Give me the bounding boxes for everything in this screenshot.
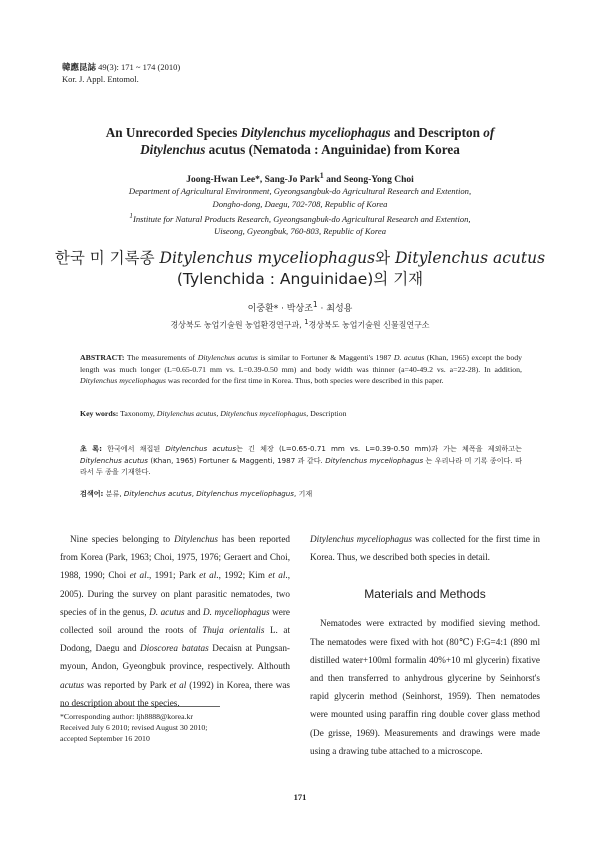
title-en-part2: and Descripton xyxy=(390,125,484,140)
body-species: Ditylenchus xyxy=(174,534,218,544)
journal-name-en: Kor. J. Appl. Entomol. xyxy=(62,74,139,84)
body-text: Nine species belonging to xyxy=(70,534,175,544)
title-ko xyxy=(20,248,580,290)
body-text: were collected soil around the roots of xyxy=(60,606,290,636)
body-text: Decaisn at Pungsan-myoun, Andon, Gyeongbuk province, respectively. Althouth xyxy=(60,643,290,672)
affiliation-line-3-wrap xyxy=(30,210,570,225)
keywords-ko-label: 검색어: xyxy=(80,489,104,498)
affiliations-en xyxy=(30,185,570,238)
methods-paragraph: Nematodes were extracted by modified sieving method. The nematodes were fixed with hot (80℃) F:G=4:1 (890 ml distilled water+100ml formalin 40%+10 ml glycerin) fixative and then transferred to anhydrous glycerine by Seinhorst's rapid glycerin method (Seinhorst, 1959). Then nematodes were mounted using paraffin ring double cover glass method (De grisse, 1969). Measurements and drawings were made using a drawing tube attached to a microscope. xyxy=(310,618,540,756)
abstract-ko-label: 초 록: xyxy=(80,444,102,453)
abstract-text: (Khan, 1965) except the body length was much longer (L=0.65-0.71 mm vs. L=0.39-0.50 mm) and body width was thinner (a=40-49.2 vs. a=22-28). In addition, xyxy=(80,353,523,374)
authors-ko-sup: 1 xyxy=(312,300,318,309)
received-date: Received July 6 2010; revised August 30 2010; xyxy=(60,723,208,732)
body-text: L. at Dodong, Daegu and xyxy=(60,625,290,654)
keywords-species: Ditylenchus myceliophagus xyxy=(220,409,307,418)
keywords-text: , Description xyxy=(306,409,347,418)
journal-name-ko: 韓應昆誌 xyxy=(62,63,97,73)
title-en-part1: An Unrecorded Species xyxy=(105,125,241,140)
affiliations-ko-part1: 경상북도 농업기술원 농업환경연구과, xyxy=(170,320,305,330)
journal-header xyxy=(62,62,180,85)
body-etal: et al xyxy=(169,679,187,690)
keywords-ko-text: , 기재 xyxy=(294,489,313,498)
abstract-ko-species: Ditylenchus myceliophagus xyxy=(325,455,424,465)
keywords-ko-text: 분류, xyxy=(103,489,124,498)
abstract-text: The measurements of xyxy=(124,353,198,362)
title-en-species1: Ditylenchus myceliophagus xyxy=(240,125,391,140)
abstract-ko-text: 는 우리나라 미 기록 종이다. 따라서 두 종을 기재한다. xyxy=(80,455,522,476)
affiliations-ko-sup: 1 xyxy=(304,318,309,326)
page-number: 171 xyxy=(293,792,307,802)
keywords-species: Ditylenchus acutus xyxy=(156,409,217,418)
abstract-ko-species: Ditylenchus acutus xyxy=(165,444,237,453)
body-species: D. myceliophagus xyxy=(202,606,270,617)
abstract-ko xyxy=(80,443,522,478)
author-2: Sang-Jo Park xyxy=(264,175,320,186)
title-en-of: of xyxy=(483,125,495,140)
body-species: Thuja orientalis xyxy=(202,625,265,636)
body-column-right xyxy=(310,530,540,760)
affiliation-sup: 1 xyxy=(129,212,133,220)
intro-paragraph xyxy=(60,530,290,712)
title-en-part3: acutus (Nematoda : Anguinidae) from Korea xyxy=(205,142,460,157)
keywords-ko xyxy=(80,488,522,499)
abstract xyxy=(80,352,522,387)
keywords-ko-species: Ditylenchus myceliophagus xyxy=(196,489,295,498)
author-3: and Seong-Yong Choi xyxy=(323,175,414,186)
abstract-species: Ditylenchus acutus xyxy=(197,353,258,362)
body-text: ., 2005). During the survey on plant parasitic nematodes, two species of in the genus, xyxy=(60,570,290,617)
title-ko-species2: Ditylenchus acutus xyxy=(395,249,546,267)
keywords-label: Key words: xyxy=(80,409,119,418)
title-en xyxy=(30,124,570,158)
abstract-text: was recorded for the first time in Korea. Thus, both species were described in this paper. xyxy=(165,376,444,385)
abstract-species: D. acutus xyxy=(393,353,425,362)
authors-ko-part1: 이중환* · 박상조 xyxy=(247,304,313,314)
authors-ko-part2: · 최성용 xyxy=(317,304,353,314)
keywords-text: , xyxy=(216,409,221,418)
affiliation-line-3: Institute for Natural Products Research, Gyeongsangbuk-do Agricultural Research and Extention, xyxy=(133,213,471,224)
keywords-ko-text: , xyxy=(191,489,197,498)
intro-continued xyxy=(310,530,540,566)
title-ko-species1: Ditylenchus myceliophagus xyxy=(159,249,376,267)
accepted-date: accepted September 16 2010 xyxy=(60,734,150,743)
body-text: ., 1992; Kim xyxy=(216,570,269,581)
abstract-ko-text: 는 긴 체장 (L=0.65-0.71 mm vs. L=0.39-0.50 mm)과 가는 체폭을 제외하고는 xyxy=(236,444,522,453)
authors-ko xyxy=(30,300,570,314)
abstract-ko-text: 한국에서 채집된 xyxy=(101,444,166,453)
title-en-species2: Ditylenchus xyxy=(140,142,206,157)
keywords-text: Taxonomy, xyxy=(118,409,157,418)
corresponding-author: *Corresponding author: ljh8888@korea.kr xyxy=(60,712,193,721)
affiliations-ko-part2: 경상북도 농업기술원 신물질연구소 xyxy=(308,320,430,330)
body-species: Ditylenchus myceliophagus xyxy=(310,534,412,544)
body-etal: et al xyxy=(268,570,286,581)
body-species: D. acutus xyxy=(149,606,185,617)
footnote xyxy=(60,711,290,744)
footnote-divider xyxy=(60,706,220,707)
affiliations-ko xyxy=(30,318,570,331)
abstract-label: ABSTRACT: xyxy=(80,353,125,362)
affiliation-line-4: Uiseong, Gyeongbuk, 760-803, Republic of Korea xyxy=(213,226,386,237)
body-text: (1992) in Korea, there was no description about the species. xyxy=(60,679,291,708)
body-text: ., 1991; Park xyxy=(146,570,200,581)
abstract-ko-species: Ditylenchus acutus xyxy=(80,455,148,465)
body-column-left xyxy=(60,530,290,712)
keywords xyxy=(80,408,522,419)
journal-citation xyxy=(62,62,180,74)
body-text: was reported by Park xyxy=(84,679,170,690)
abstract-ko-text: (Khan, 1965) Fortuner & Maggenti, 1987 과 같다. xyxy=(147,455,326,465)
journal-volume: 49(3): 171 ~ 174 (2010) xyxy=(98,62,181,72)
body-text: and xyxy=(184,606,203,617)
affiliation-line-2: Dongho-dong, Daegu, 702-708, Republic of Korea xyxy=(212,198,388,209)
author-1: Joong-Hwan Lee*, xyxy=(186,175,265,186)
affiliation-line-1: Department of Agricultural Environment, Gyeongsangbuk-do Agricultural Research and Extention, xyxy=(128,186,472,196)
title-ko-part2: 와 xyxy=(375,249,395,267)
body-text: was collected for the first time in Korea. Thus, we described both species in detail. xyxy=(310,534,540,563)
section-heading: Materials and Methods xyxy=(364,587,486,602)
abstract-text: is similar to Fortuner & Maggenti's 1987 xyxy=(257,353,394,362)
keywords-ko-species: Ditylenchus acutus xyxy=(123,489,192,498)
authors-en xyxy=(30,171,570,185)
body-etal: et al xyxy=(199,570,217,581)
body-species: Dioscorea batatas xyxy=(140,643,209,654)
title-ko-line2: (Tylenchida : Anguinidae)의 기재 xyxy=(176,270,424,288)
title-ko-part1: 한국 미 기록종 xyxy=(54,249,160,267)
body-species: acutus xyxy=(60,679,84,690)
body-etal: et al xyxy=(129,570,147,581)
abstract-species: Ditylenchus myceliophagus xyxy=(80,376,166,385)
author-2-sup: 1 xyxy=(319,171,324,180)
body-text: has been reported from Korea (Park, 1963; Choi, 1975, 1976; Geraert and Choi, 1988, 1990; Choi xyxy=(60,534,290,581)
